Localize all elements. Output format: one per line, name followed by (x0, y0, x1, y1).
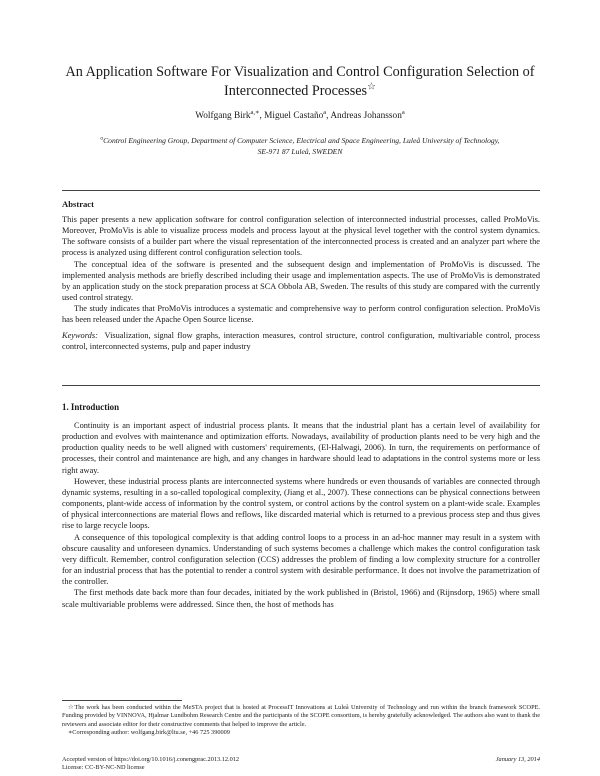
footnote-funding: ☆The work has been conducted within the MeSTA project that is hosted at ProcessIT Innovations at Luleå University of Technology and run within the branch framework SCOPE. Funding provided by VINNOVA, Hjalmar Lundbohm Research Centre and the participants of the SCOPE consortium, is hereby gratefully acknowledged. The authors also want to thank the reviewers and associate editor for their constructive comments that helped to improve the article. (62, 704, 540, 728)
page-footer-left (62, 756, 239, 772)
affiliation-mark: a (100, 135, 104, 142)
abstract-paragraph: The study indicates that ProMoVis introduces a systematic and comprehensive way to perform control configuration selection. ProMoVis has been released under the Apache Open Source license. (62, 304, 540, 325)
author-name: Andreas Johansson (330, 111, 402, 121)
abstract-body (62, 214, 540, 352)
body-paragraph: However, these industrial process plants are interconnected systems where hundreds or even thousands of variables are connected through dynamic systems, resulting in a so-called topological complexity, (Jiang et al., 2007). These connections can be physical connections between components, plant-wide access of information by the control system, or control actions by the control system on a plant-wide scale. Examples of physical interconnections are material flows and reflows, like discarded material which is returned to a previous process step and thus gives rise to large recycle loops. (62, 476, 540, 531)
affiliation (55, 136, 545, 157)
title-line-2: Interconnected Processes☆ (224, 81, 376, 99)
title-line-1: An Application Software For Visualization and Control Configuration Selection of (65, 64, 535, 80)
keywords (62, 330, 540, 352)
author-mark: a,∗ (250, 108, 260, 116)
accepted-version-note: Accepted version of https://doi.org/10.1016/j.conengprac.2013.12.012 (62, 756, 240, 763)
affiliation-line-2: SE-971 87 Luleå, SWEDEN (257, 146, 343, 156)
abstract-paragraph: This paper presents a new application software for control configuration selection of interconnected industrial processes, called ProMoVis. Moreover, ProMoVis is able to visualize process models and process layout at the physical level together with the control system dynamics. The software consists of a builder part where the visual representation of the interconnected process is created and an analyzer part where the process is analyzed using different control configuration selection tools. (62, 215, 540, 258)
body-paragraph: Continuity is an important aspect of industrial process plants. It means that the industrial plant has a certain level of availability for production and evolves with maintenance and optimization efforts. Nowadays, availability of production plants need to be very high and the production quality needs to be well aligned with customers' requirements, (El-Halwagi, 2006). In turn, the requirements on performance of processes, their control and maintenance are high, and any changes in hardware should lead to adaptations in the control systems more or less right away. (62, 421, 540, 475)
abstract-paragraph: The conceptual idea of the software is presented and the subsequent design and implementation of ProMoVis is discussed. The implemented analysis methods are briefly described including their usage and implementation aspects. The use of ProMoVis is demonstrated by an application study on the stock preparation process at SCA Obbola AB, Sweden. The results of this study are compared with the currently used control strategy. (62, 259, 540, 303)
keywords-label: Keywords: (62, 330, 98, 340)
license-note: License: CC-BY-NC-ND license (62, 764, 145, 772)
keywords-list: Visualization, signal flow graphs, interaction measures, control structure, control configuration, multivariable control, process control, interconnected systems, pulp and paper industry (62, 330, 540, 351)
author-mark: a (401, 108, 405, 116)
author-list: Wolfgang Birk$^{a,∗}$, Miguel Castaño$^a$, Andreas Johansson$^a$ (195, 108, 405, 121)
abstract-bottom-rule (62, 385, 540, 386)
affiliation-line-1: Control Engineering Group, Department of Computer Science, Electrical and Space Engineering, Luleå University of Technology, (103, 136, 500, 145)
abstract-heading: Abstract (62, 199, 94, 209)
footnote-rule (62, 700, 182, 701)
author-name: Miguel Castaño (264, 111, 324, 121)
author-name: Wolfgang Birk (195, 111, 251, 121)
footnote-corresponding-author: ∗Corresponding author: wolfgang.birk@ltu.se, +46 725 390009 (68, 728, 230, 736)
paper-title (40, 63, 560, 101)
footer-date: January 13, 2014 (495, 756, 540, 763)
introduction-body (62, 420, 540, 610)
body-paragraph: The first methods date back more than four decades, initiated by the work published in (Bristol, 1966) and (Rijnsdorp, 1965) where small scale multivariable problems were addressed. Since then, the host of methods has (62, 588, 540, 609)
title-star-mark: ☆ (367, 81, 376, 93)
abstract-top-rule (62, 190, 540, 191)
author-mark: a (323, 108, 327, 116)
body-paragraph: A consequence of this topological complexity is that adding control loops to a process in an ad-hoc manner may result in a system with obscure causality and unforeseen dynamics. Understanding of such systems becomes a challenge which makes the control configuration task very difficult. Remember, control configuration selection (CCS) addresses the problem of finding a low complexity structure for a controller for an industrial process that has the potential to render a control system with desirable performance. It does not involve the parametrization of the controller. (62, 532, 540, 587)
section-heading-introduction: 1. Introduction (62, 402, 120, 412)
footnotes (62, 704, 540, 737)
